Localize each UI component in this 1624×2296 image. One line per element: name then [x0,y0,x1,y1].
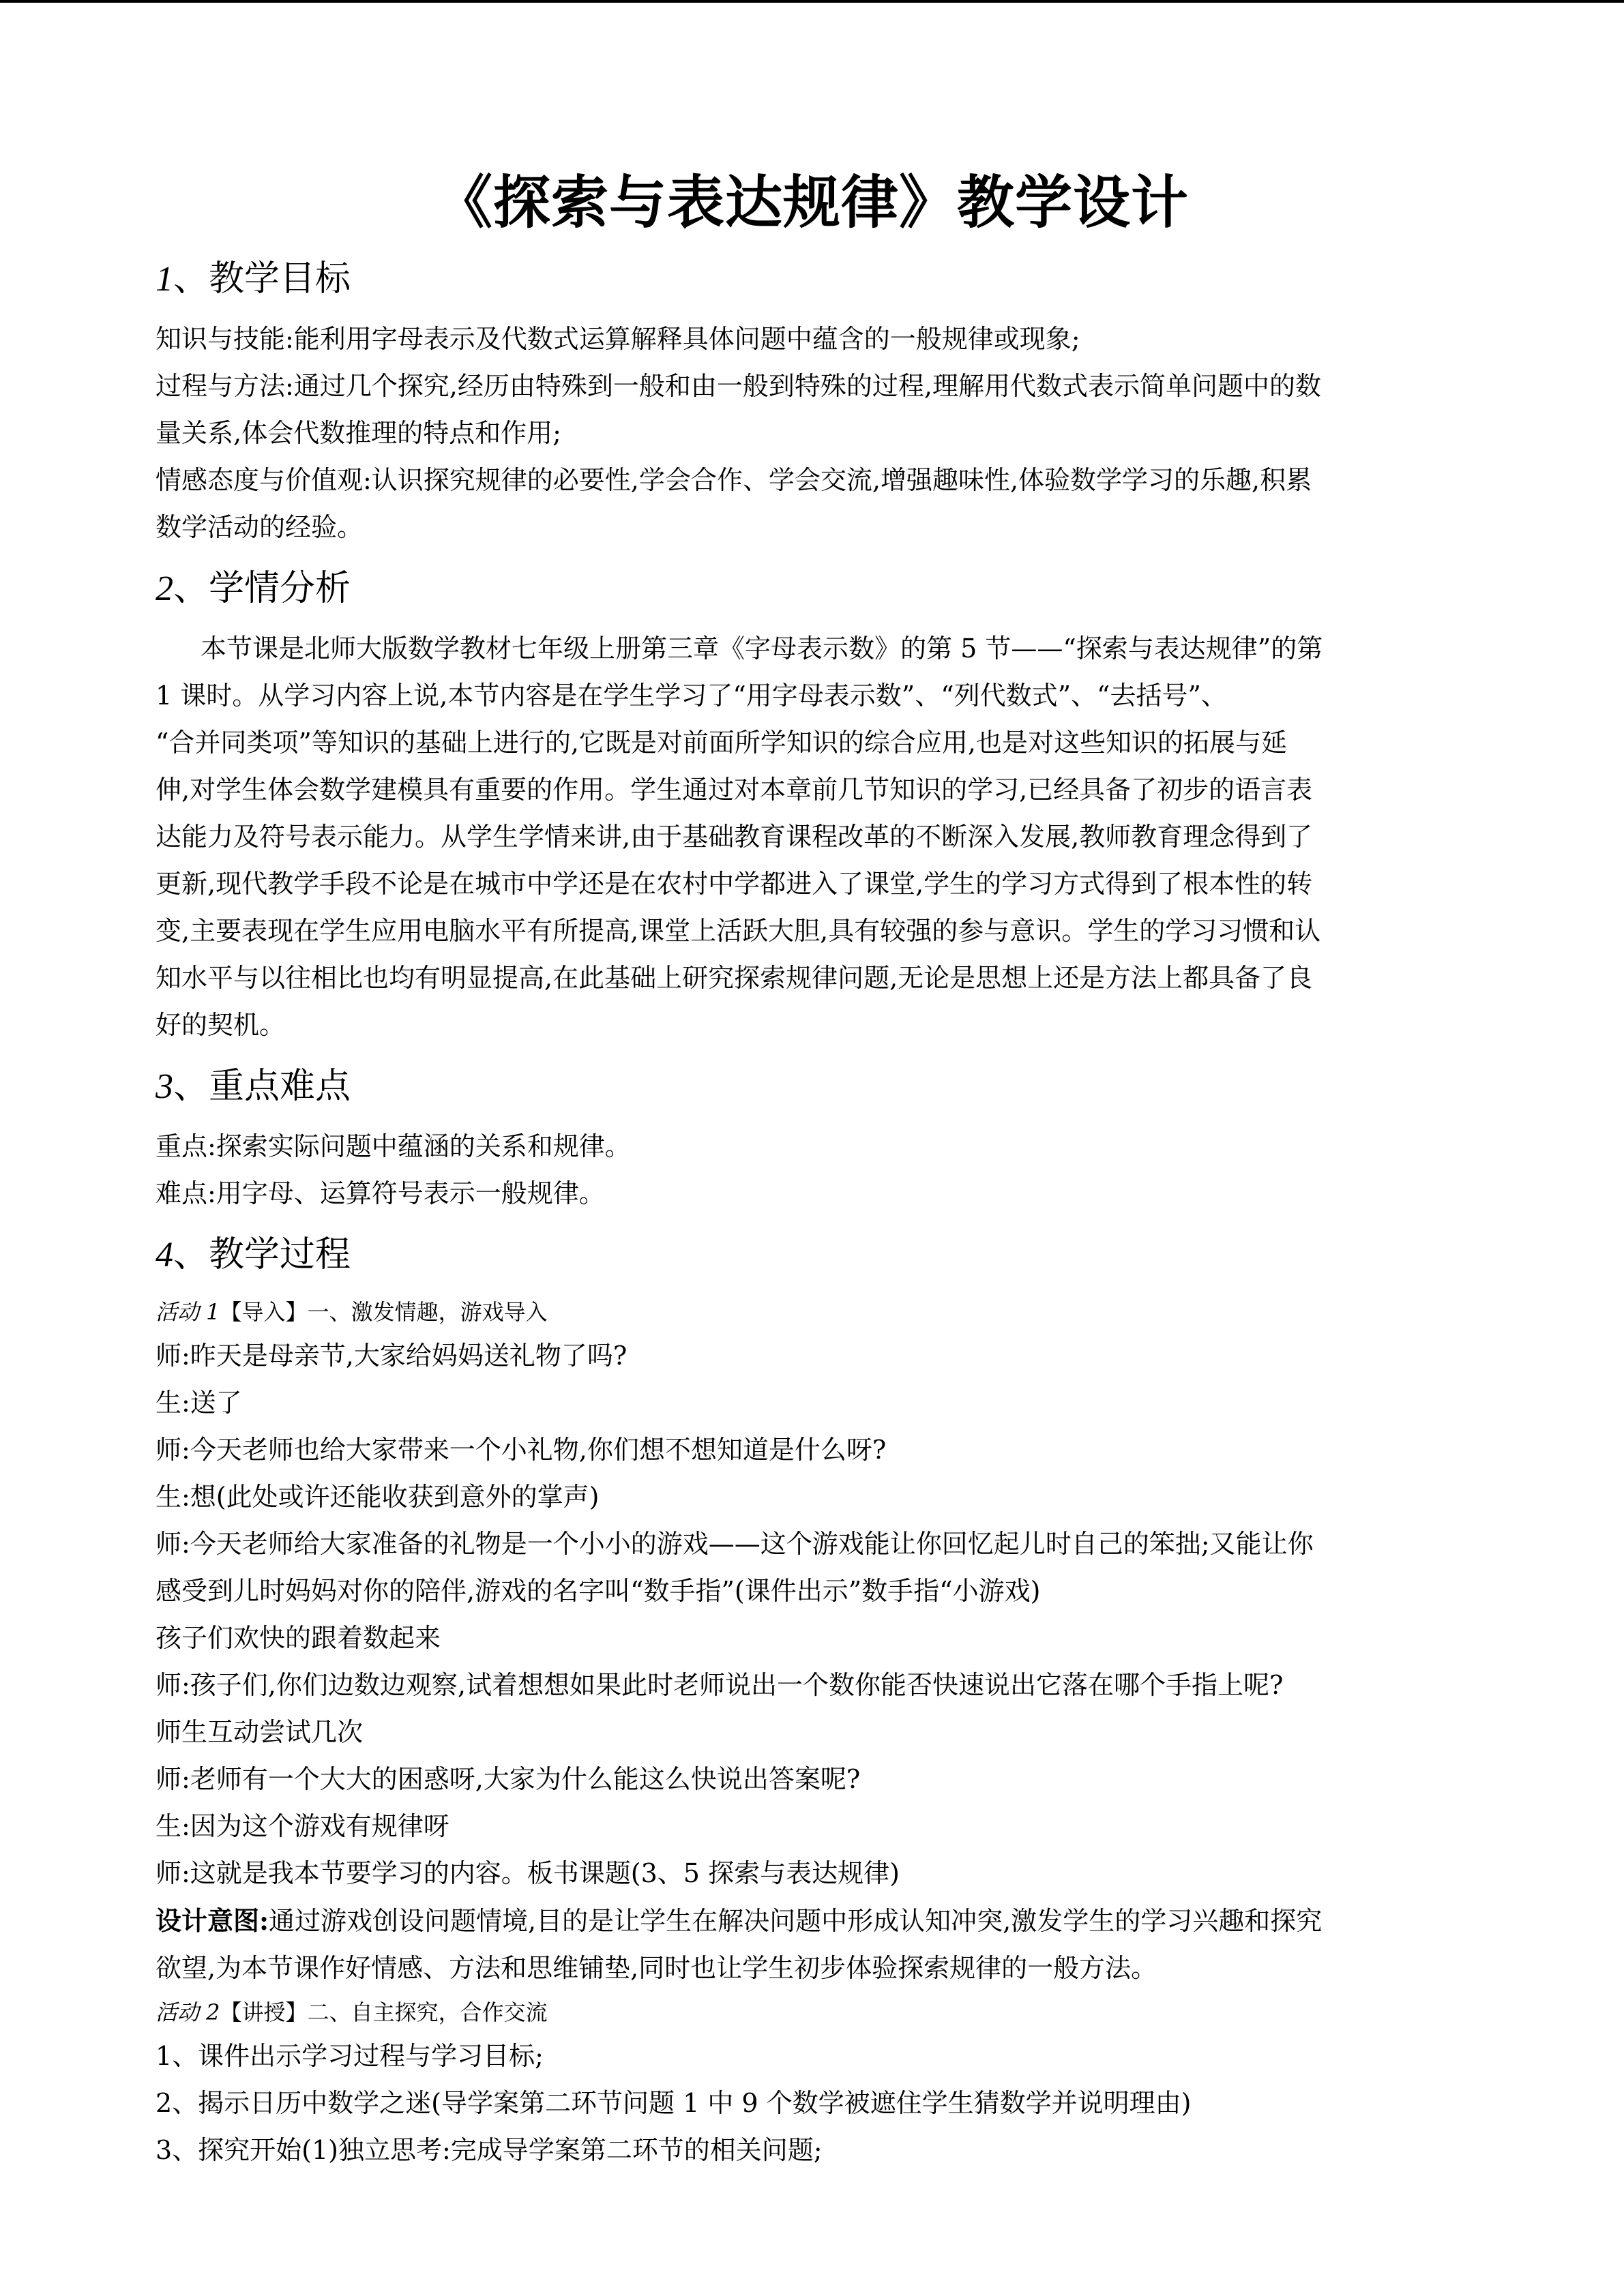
section-number: 2 [156,569,173,608]
section-separator: 、 [173,258,209,299]
dialogue-line: 生:因为这个游戏有规律呀 [156,1811,449,1841]
dialogue-line: 师:这就是我本节要学习的内容。板书课题(3、5 探索与表达规律) [156,1858,900,1888]
activity-heading-1 [156,1292,1468,1332]
paragraph-line: 重点:探索实际问题中蕴涵的关系和规律。 [156,1131,631,1161]
section-separator: 、 [173,1234,209,1275]
paragraph-line: 量关系,体会代数推理的特点和作用; [156,418,561,448]
paragraph-line: 更新,现代教学手段不论是在城市中学还是在农村中学都进入了课堂,学生的学习方式得到了根本性的转 [156,869,1313,899]
dialogue-line: 师生互动尝试几次 [156,1717,364,1747]
activity-text: 二、自主探究，合作交流 [307,1999,548,2025]
section-number: 4 [156,1236,173,1274]
document-content [156,158,1468,2174]
paragraph-line: 伸,对学生体会数学建模具有重要的作用。学生通过对本章前几节知识的学习,已经具备了初步的语言表 [156,775,1313,805]
section-title: 教学过程 [209,1234,351,1275]
design-intent-label: 设计意图: [156,1905,269,1936]
activity-text: 一、激发情趣，游戏导入 [307,1299,548,1325]
paragraph-line: 好的契机。 [156,1010,286,1040]
dialogue-line: 孩子们欢快的跟着数起来 [156,1623,441,1653]
design-intent-text: 通过游戏创设问题情境,目的是让学生在解决问题中形成认知冲突,激发学生的学习兴趣和探究 [269,1906,1323,1936]
section-title: 教学目标 [209,258,351,299]
section-heading-1 [156,252,1468,306]
dialogue-line: 师:昨天是母亲节,大家给妈妈送礼物了吗? [156,1341,628,1371]
page-title: 《探索与表达规律》教学设计 [434,168,1189,236]
paragraph-line: 知水平与以往相比也均有明显提高,在此基础上研究探索规律问题,无论是思想上还是方法上都具备了良 [156,963,1313,993]
dialogue-line: 师:老师有一个大大的困惑呀,大家为什么能这么快说出答案呢? [156,1764,861,1794]
activity-tag: 【导入】 [220,1299,308,1325]
dialogue-line: 师:今天老师给大家准备的礼物是一个小小的游戏——这个游戏能让你回忆起儿时自己的笨拙;又能让你 [156,1529,1314,1559]
section-title: 学情分析 [209,568,351,609]
design-intent-continued: 欲望,为本节课作好情感、方法和思维铺垫,同时也让学生初步体验探索规律的一般方法。 [156,1953,1157,1983]
step-line: 3、探究开始(1)独立思考:完成导学案第二环节的相关问题; [156,2135,823,2165]
paragraph-line: 过程与方法:通过几个探究,经历由特殊到一般和由一般到特殊的过程,理解用代数式表示简单问题中的数 [156,371,1321,401]
activity-label: 活动 1 [156,1299,220,1325]
dialogue-line: 感受到儿时妈妈对你的陪伴,游戏的名字叫“数手指”(课件出示”数手指“小游戏) [156,1576,1041,1606]
dialogue-line: 生:送了 [156,1388,242,1418]
dialogue-line: 生:想(此处或许还能收获到意外的掌声) [156,1482,600,1512]
section-number: 3 [156,1067,173,1106]
paragraph-line: 情感态度与价值观:认识探究规律的必要性,学会合作、学会交流,增强趣味性,体验数学学习的乐趣,积累 [156,465,1312,495]
dialogue-line: 师:今天老师也给大家带来一个小礼物,你们想不想知道是什么呀? [156,1435,887,1465]
section-title: 重点难点 [209,1066,351,1107]
paragraph-line: 变,主要表现在学生应用电脑水平有所提高,课堂上活跃大胆,具有较强的参与意识。学生的学习习惯和认 [156,916,1321,946]
section-heading-2 [156,562,1468,616]
paragraph-line: 难点:用字母、运算符号表示一般规律。 [156,1178,605,1208]
step-line: 1、课件出示学习过程与学习目标; [156,2041,544,2071]
activity-label: 活动 2 [156,1999,220,2025]
paragraph-line: “合并同类项”等知识的基础上进行的,它既是对前面所学知识的综合应用,也是对这些知识的拓展与延 [156,728,1288,758]
paragraph-line: 数学活动的经验。 [156,512,364,542]
section-separator: 、 [173,568,209,609]
paragraph-line: 知识与技能:能利用字母表示及代数式运算解释具体问题中蕴含的一般规律或现象; [156,324,1080,354]
step-line: 2、揭示日历中数学之迷(导学案第二环节问题 1 中 9 个数学被遮住学生猜数学并说明理由) [156,2088,1192,2118]
activity-tag: 【讲授】 [220,1999,308,2025]
activity-heading-2 [156,1992,1468,2033]
paragraph-line: 达能力及符号表示能力。从学生学情来讲,由于基础教育课程改革的不断深入发展,教师教育理念得到了 [156,822,1313,852]
paragraph-line: 本节课是北师大版数学教材七年级上册第三章《字母表示数》的第 5 节——“探索与表达规律”的第 [201,633,1323,664]
paragraph-line: 1 课时。从学习内容上说,本节内容是在学生学习了“用字母表示数”、“列代数式”、“去括号”、 [156,681,1227,711]
design-intent [156,1897,1468,1945]
section-heading-3 [156,1060,1468,1114]
section-heading-4 [156,1228,1468,1282]
section-number: 1 [156,260,173,299]
dialogue-line: 师:孩子们,你们边数边观察,试着想想如果此时老师说出一个数你能否快速说出它落在哪个手指上呢? [156,1670,1284,1700]
section-separator: 、 [173,1066,209,1107]
